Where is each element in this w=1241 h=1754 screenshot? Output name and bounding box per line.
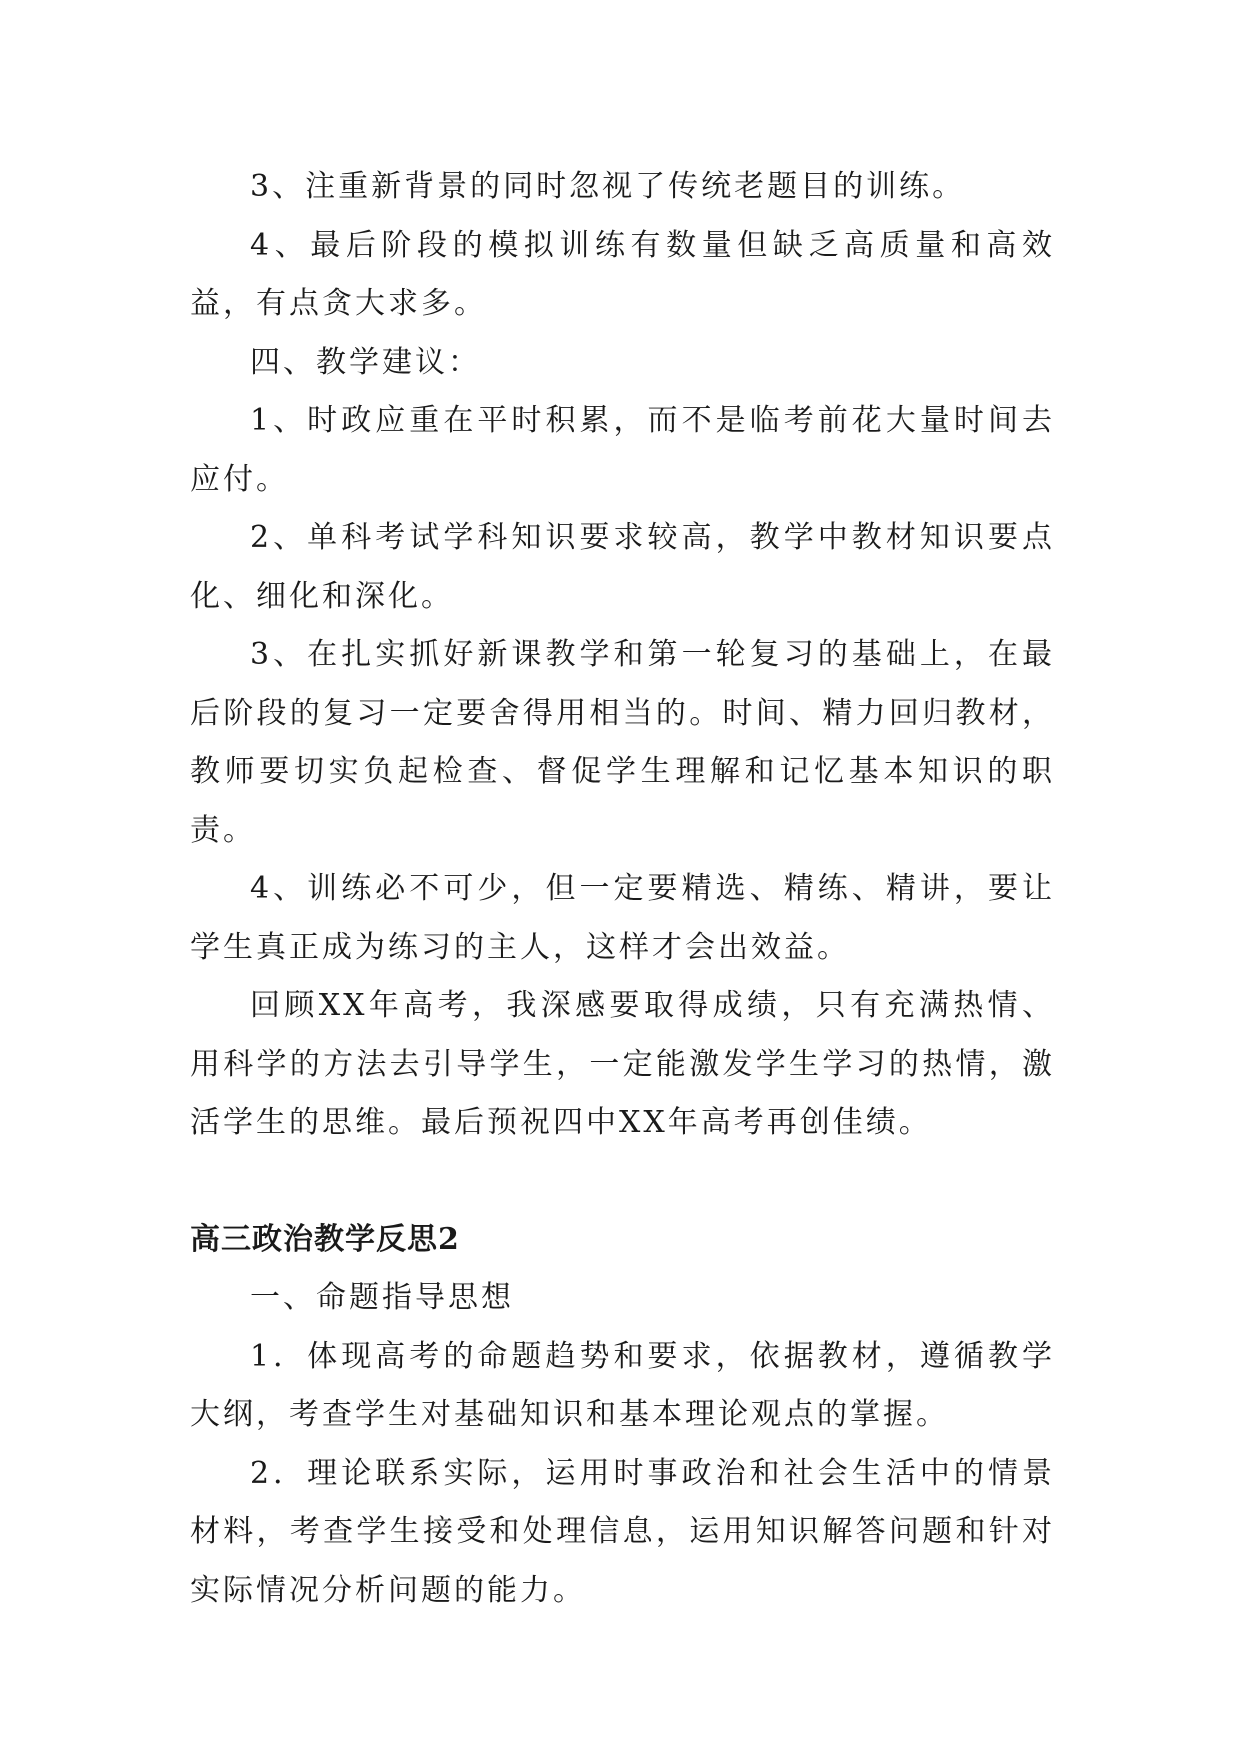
principle-1: 1．体现高考的命题趋势和要求，依据教材，遵循教学大纲，考查学生对基础知识和基本理论观点的掌握。: [190, 1338, 1055, 1432]
suggestion-1: 1、时政应重在平时积累，而不是临考前花大量时间去应付。: [190, 403, 1055, 497]
document-body: [190, 158, 1055, 1620]
principle-2: 2．理论联系实际，运用时事政治和社会生活中的情景材料，考查学生接受和处理信息，运用知识解答问题和针对实际情况分析问题的能力。: [190, 1455, 1055, 1608]
paragraph-point-4: 4、最后阶段的模拟训练有数量但缺乏高质量和高效益，有点贪大求多。: [190, 227, 1055, 321]
section-title: 高三政治教学反思2: [190, 1221, 460, 1257]
paragraph-point-3: 3、注重新背景的同时忽视了传统老题目的训练。: [250, 169, 966, 204]
heading-teaching-suggestions: 四、教学建议：: [250, 344, 481, 380]
suggestion-3: 3、在扎实抓好新课教学和第一轮复习的基础上，在最后阶段的复习一定要舍得用相当的。时间、精力回归教材，教师要切实负起检查、督促学生理解和记忆基本知识的职责。: [190, 637, 1055, 848]
closing-paragraph: 回顾XX年高考，我深感要取得成绩，只有充满热情、用科学的方法去引导学生，一定能激发学生学习的热情，激活学生的思维。最后预祝四中XX年高考再创佳绩。: [190, 988, 1055, 1140]
suggestion-2: 2、单科考试学科知识要求较高，教学中教材知识要点化、细化和深化。: [190, 520, 1055, 614]
heading-guiding-principles: 一、命题指导思想: [250, 1280, 514, 1315]
suggestion-4: 4、训练必不可少，但一定要精选、精练、精讲，要让学生真正成为练习的主人，这样才会出效益。: [190, 871, 1055, 965]
